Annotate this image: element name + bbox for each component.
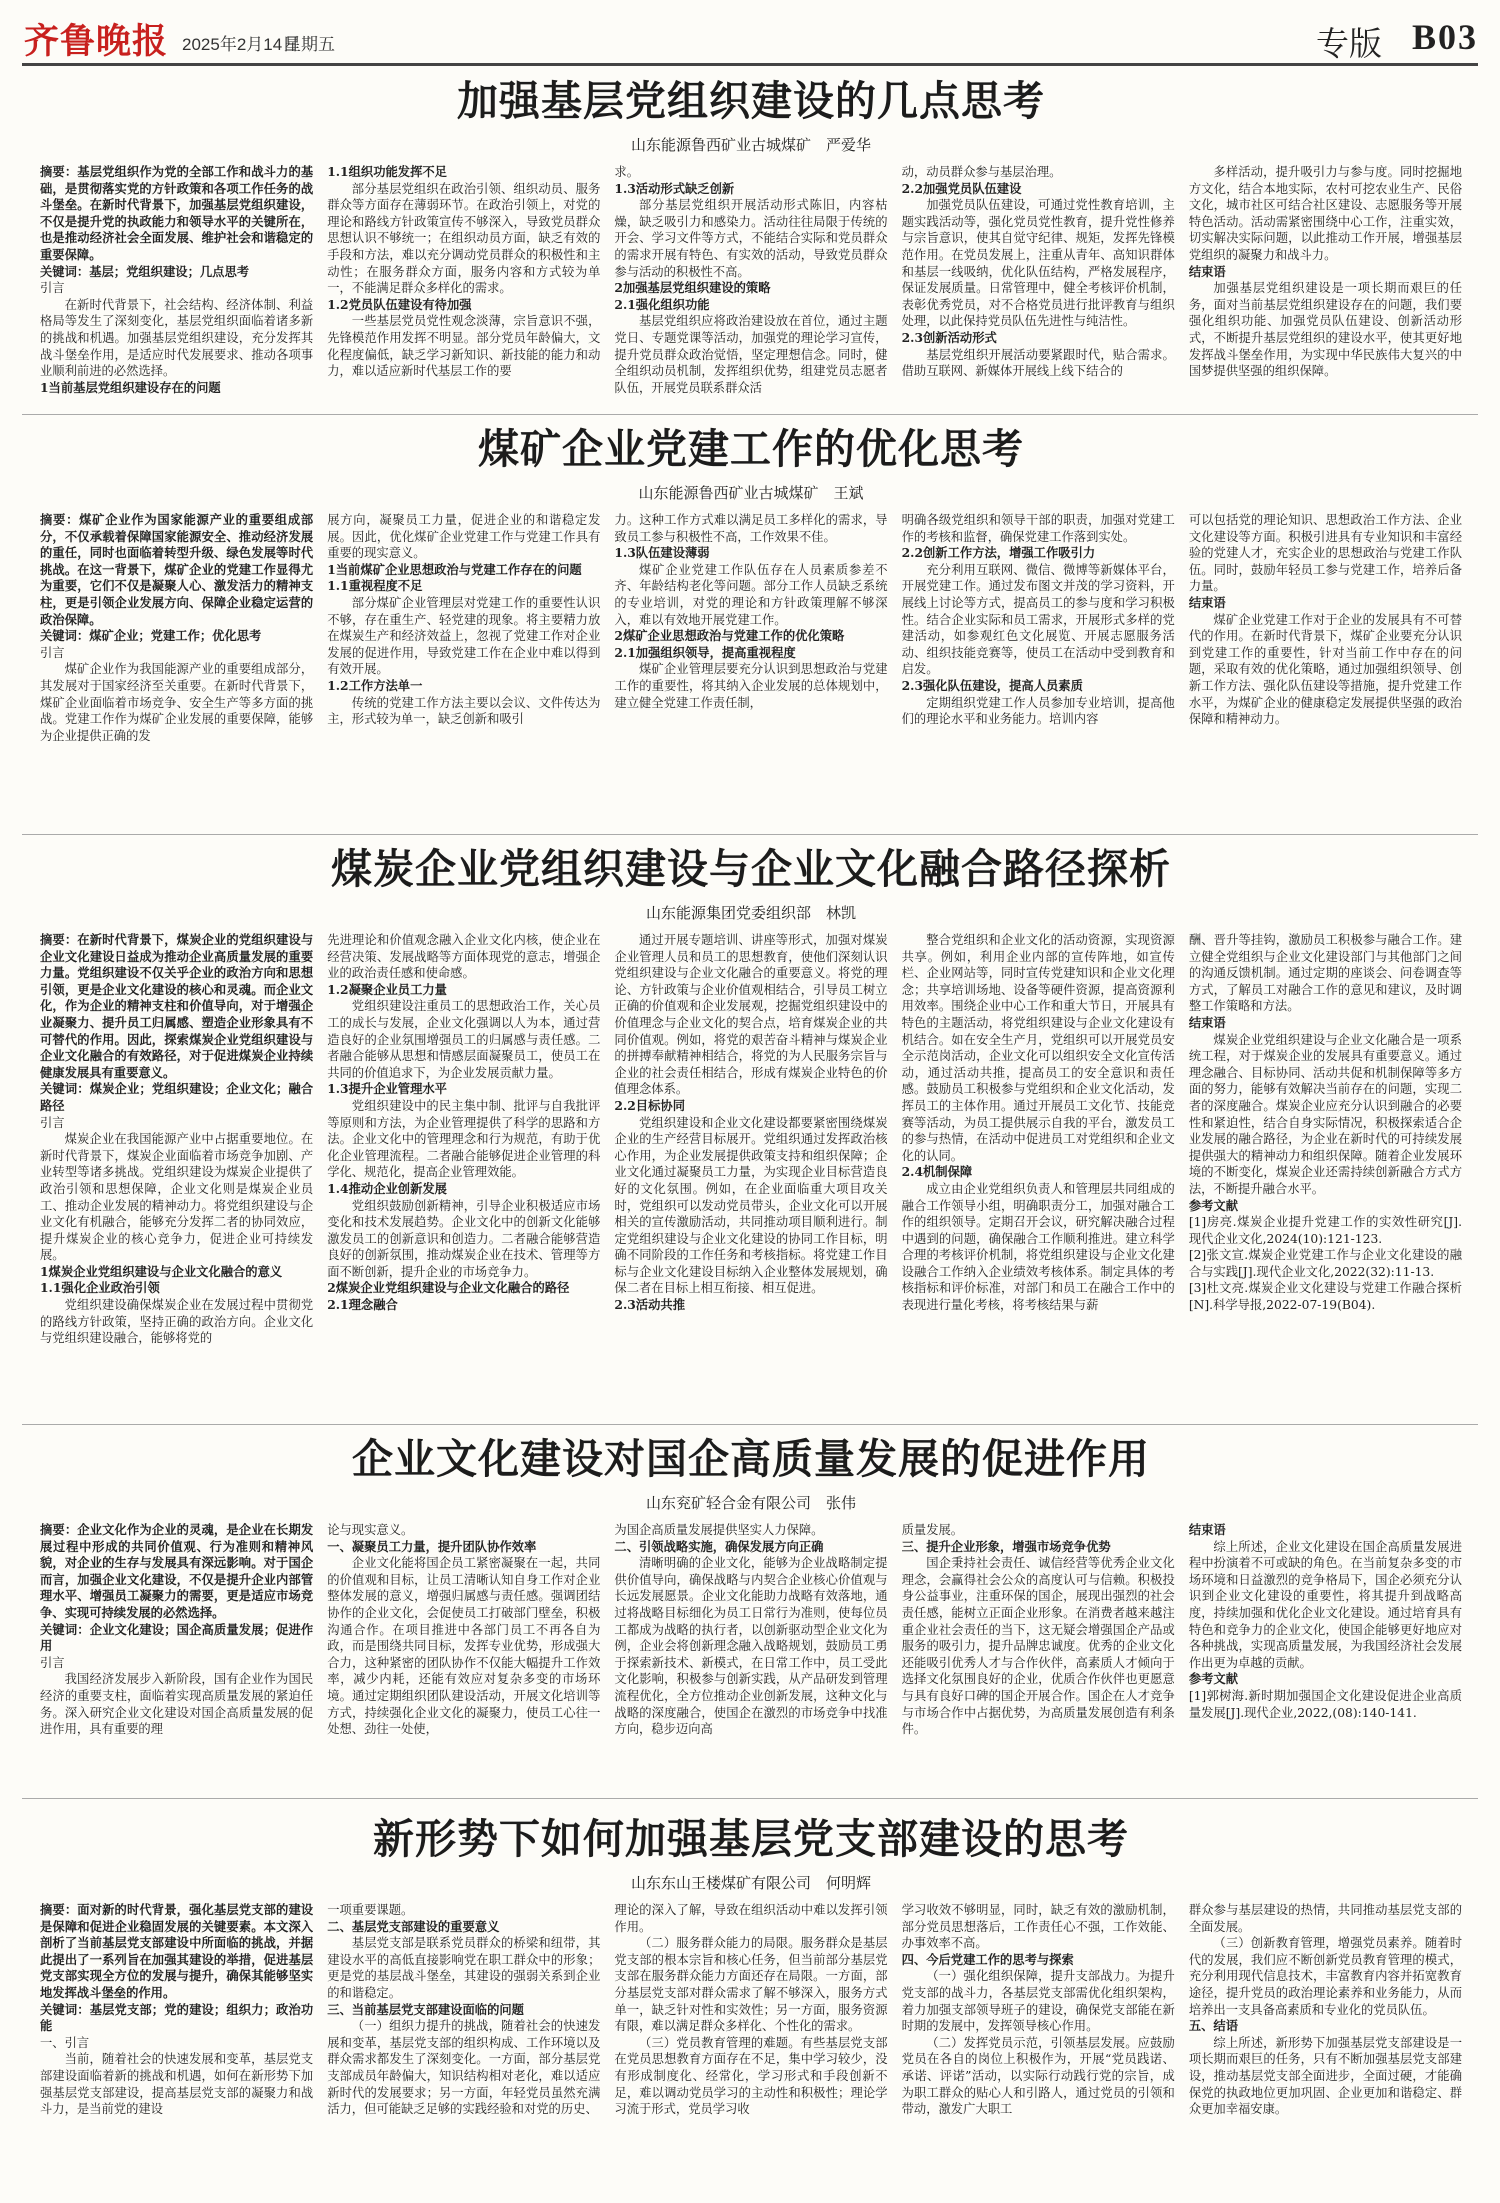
subheading: 引言 [40, 645, 65, 660]
subheading: 2煤炭企业党组织建设与企业文化融合的路径 [327, 1280, 570, 1296]
text-column [902, 512, 1175, 804]
subheading: 一、凝聚员工力量，提升团队协作效率 [327, 1538, 537, 1554]
page-number: B03 [1411, 17, 1478, 57]
paragraph: （三）党员教育管理的难题。有些基层党支部在党员思想教育方面存在不足，集中学习较少，没有形成制度化、经常化，学习形式和手段创新不足，难以调动党员学习的主动性和积极性；理论学习流于形式，党员学习收 [614, 2035, 888, 2117]
paragraph: [3]杜文亮.煤炭企业文化建设与党建工作融合探析[N].科学导报,2022-07-19(B04). [1188, 1281, 1463, 1313]
article-5 [40, 1808, 1462, 2196]
paragraph: 群众参与基层建设的热情，共同推动基层党支部的全面发展。 [1188, 1903, 1463, 1934]
text-column [1189, 512, 1462, 804]
paragraph: 明确各级党组织和领导干部的职责，加强对党建工作的考核和监督，确保党建工作落到实处。 [901, 513, 1175, 544]
text-column [327, 1902, 600, 2192]
subheading: 摘要：基层党组织作为党的全部工作和战斗力的基础，是贯彻落实党的方针政策和各项工作任务的战斗堡垒。在新时代背景下，加强基层党组织建设，不仅是提升党的执政能力和领导水平的关键所在，也是推动经济社会全面发展、维护社会和谐稳定的重要保障。 [40, 164, 314, 262]
subheading: 2.2目标协同 [614, 1097, 685, 1113]
text-column [614, 512, 887, 804]
paragraph: 煤炭企业党组织建设与企业文化融合是一项系统工程，对于煤炭企业的发展具有重要意义。通过理念融合、目标协同、活动共促和机制保障等多方面的努力，能够有效解决当前存在的问题，实现二者的深度融合。煤炭企业应充分认识到融合的必要性和紧迫性，结合自身实际情况，积极探索适合企业发展的融合路径，为企业在新时代的可持续发展提供强大的精神动力和组织保障。随着企业发展环境的不断变化，煤炭企业还需持续创新融合方式方法，不断提升融合水平。 [1188, 1032, 1463, 1196]
section-divider [22, 834, 1478, 835]
paragraph: 加强党员队伍建设，可通过党性教育培训，主题实践活动等，强化党员党性教育，提升党性修养与宗旨意识，使其自觉守纪律、规矩，发挥先锋模范作用。在党员发展上，注重从青年、高知识群体和基层一线吸纳，优化队伍结构，严格发展程序，保证发展质量。日常管理中，健全考核评价机制，表彰优秀党员，对不合格党员进行批评教育与组织处理，以此保持党员队伍先进性与纯洁性。 [901, 198, 1175, 329]
subheading: 二、引领战略实施，确保发展方向正确 [614, 1538, 824, 1554]
paragraph: 煤矿企业党建工作队伍存在人员素质参差不齐、年龄结构老化等问题。部分工作人员缺乏系统的专业培训，对党的理论和方针政策理解不够深入，难以有效地开展党建工作。 [614, 562, 888, 627]
article-byline: 山东东山王楼煤矿有限公司 何明辉 [630, 1874, 871, 1892]
newspaper-logo: 齐鲁晚报 [24, 21, 169, 62]
paragraph: 通过开展专题培训、讲座等形式，加强对煤炭企业管理人员和员工的思想教育，使他们深刻认识党组织建设与企业文化融合的重要意义。将党的理论、方针政策与企业价值观相结合，引导员工树立正确的价值观和企业发展观，挖掘党组织建设中的价值理念与企业文化的契合点，培育煤炭企业的共同价值观。例如，将党的艰苦奋斗精神与煤炭企业的拼搏奉献精神相结合，将党的为人民服务宗旨与企业的社会责任相结合，形成有煤炭企业特色的价值理念体系。 [614, 933, 888, 1097]
text-column [1189, 932, 1462, 1422]
subheading: 引言 [40, 1655, 65, 1670]
article-byline: 山东能源集团党委组织部 林凯 [645, 904, 856, 922]
paragraph: 加强基层党组织建设是一项长期而艰巨的任务，面对当前基层党组织建设存在的问题，我们要强化组织功能、加强党员队伍建设、创新活动形式，不断提升基层党组织的建设水平，使其更好地发挥战斗堡垒作用，为实现中华民族伟大复兴的中国梦提供坚强的组织保障。 [1188, 281, 1463, 379]
subheading: 1.1强化企业政治引领 [40, 1280, 160, 1296]
text-column [1189, 164, 1462, 404]
subheading: 2.3创新活动形式 [901, 329, 997, 345]
text-column [327, 512, 600, 804]
subheading: 引言 [40, 281, 65, 296]
text-column [1189, 1902, 1462, 2192]
subheading: 参考文献 [1188, 1671, 1239, 1687]
article-byline: 山东能源鲁西矿业古城煤矿 王斌 [638, 484, 864, 502]
subheading: 2.1理念融合 [327, 1297, 398, 1313]
paragraph: 传统的党建工作方法主要以会议、文件传达为主，形式较为单一，缺乏创新和吸引 [327, 695, 601, 727]
paragraph: 为国企高质量发展提供坚实人力保障。 [614, 1523, 824, 1537]
article-title: 煤矿企业党建工作的优化思考 [478, 425, 1024, 473]
subheading: 2.1强化组织功能 [614, 296, 710, 312]
paragraph: [1]郭树海.新时期加强国企文化建设促进企业高质量发展[J].现代企业,2022,(08):140-141. [1188, 1688, 1463, 1720]
paragraph: 动，动员群众参与基层治理。 [901, 165, 1062, 179]
article-body [40, 512, 1462, 804]
subheading: 三、当前基层党支部建设面临的问题 [327, 2001, 524, 2017]
text-column [902, 932, 1175, 1422]
subheading: 三、提升企业形象，增强市场竞争优势 [901, 1538, 1111, 1554]
text-column [902, 1522, 1175, 1774]
text-column [614, 1522, 887, 1774]
subheading: 1.2党员队伍建设有待加强 [327, 296, 472, 312]
paragraph: 基层党组织应将政治建设放在首位，通过主题党日、专题党课等活动，加强党的理论学习宣传，提升党员群众政治觉悟，坚定理想信念。同时，健全组织动员机制，发挥组织优势，组建党员志愿者队伍，开展党员联系群众活 [614, 314, 888, 395]
paragraph: 先进理论和价值观念融入企业文化内核，使企业在经营决策、发展战略等方面体现党的意志，增强企业的政治责任感和使命感。 [327, 933, 601, 981]
paragraph: 国企秉持社会责任、诚信经营等优秀企业文化理念，会赢得社会公众的高度认可与信赖。积极投身公益事业，注重环保的国企，展现出强烈的社会责任感，能树立正面企业形象。在消费者越来越注重企业社会责任的当下，这无疑会增强国企产品或服务的吸引力，提升品牌忠诚度。优秀的企业文化还能吸引优秀人才与合作伙伴，高素质人才倾向于选择文化氛围良好的企业，优质合作伙伴也更愿意与具有良好口碑的国企开展合作。国企在人才竞争与市场合作中占据优势，为高质量发展创造有利条件。 [901, 1556, 1175, 1737]
article-title: 加强基层党组织建设的几点思考 [457, 77, 1045, 125]
subheading: 关键词：煤炭企业；党组织建设；企业文化；融合路径 [40, 1081, 314, 1113]
subheading: 1.2凝聚企业员工力量 [327, 981, 447, 997]
subheading: 2加强基层党组织建设的策略 [614, 280, 771, 296]
paragraph: （三）创新教育管理，增强党员素养。随着时代的发展，我们应不断创新党员教育管理的模式，充分利用现代信息技术，丰富教育内容并拓宽教育途径，提升党员的政治理论素养和业务能力，从而培养出一支具备高素质和专业化的党员队伍。 [1188, 1936, 1463, 2017]
subheading: 1.3提升企业管理水平 [327, 1081, 447, 1097]
article-3 [40, 838, 1462, 1424]
subheading: 引言 [40, 1115, 65, 1130]
masthead [22, 6, 1478, 68]
subheading: 关键词：基层；党组织建设；几点思考 [40, 263, 250, 279]
paragraph: 煤矿企业管理层要充分认识到思想政治与党建工作的重要性，将其纳入企业发展的总体规划中，建立健全党建工作责任制， [614, 662, 888, 710]
text-column [902, 164, 1175, 404]
article-byline: 山东能源鲁西矿业古城煤矿 严爱华 [630, 136, 871, 154]
subheading: 摘要：在新时代背景下，煤炭企业的党组织建设与企业文化建设日益成为推动企业高质量发展的重要力量。党组织建设不仅关乎企业的政治方向和思想引领，更是企业文化建设的核心和灵魂。而企业文化，作为企业的精神支柱和价值导向，对于增强企业凝聚力、提升员工归属感、塑造企业形象具有不可替代的作用。因此，探索煤炭企业党组织建设与企业文化融合的有效路径，对于促进煤炭企业持续健康发展具有重要意义。 [40, 932, 314, 1080]
text-column [1189, 1522, 1462, 1774]
paragraph: 煤矿企业党建工作对于企业的发展具有不可替代的作用。在新时代背景下，煤矿企业要充分认识到党建工作的重要性，针对当前工作中存在的问题，采取有效的优化策略，通过加强组织领导、创新工作方法、强化队伍建设等措施，提升党建工作水平，为煤矿企业的健康稳定发展提供坚强的政治保障和精神动力。 [1188, 612, 1463, 727]
subheading: 1.3队伍建设薄弱 [614, 545, 710, 561]
paragraph: 清晰明确的企业文化，能够为企业战略制定提供价值导向，确保战略与内契合企业核心价值观与长远发展愿景。企业文化能助力战略有效落地，通过将战略目标细化为员工日常行为准则，使每位员工都成为战略的执行者，以创新驱动型企业文化为例，企业会将创新理念融入战略规划，鼓励员工勇于探索新技术、新模式，在日常工作中，员工受此文化影响，积极参与创新实践，从产品研发到管理流程优化，全方位推动企业创新发展，这种文化与战略的深度融合，使国企在激烈的市场竞争中找准方向，稳步迈向高 [614, 1556, 888, 1737]
subheading: 关键词：煤矿企业；党建工作；优化思考 [40, 628, 262, 644]
paragraph: 综上所述，企业文化建设在国企高质量发展进程中扮演着不可或缺的角色。在当前复杂多变的市场环境和日益激烈的竞争格局下，国企必须充分认识到企业文化建设的重要性，将其提升到战略高度，持续加强和优化企业文化建设。通过培育具有特色和竞争力的企业文化，使国企能够更好地应对各种挑战，实现高质量发展，为我国经济社会发展作出更为卓越的贡献。 [1188, 1539, 1463, 1670]
subheading: 1.1重视程度不足 [327, 578, 423, 594]
subheading: 2.3强化队伍建设，提高人员素质 [901, 677, 1083, 693]
paragraph: 基层党支部是联系党员群众的桥梁和纽带，其建设水平的高低直接影响党在职工群众中的形象；更是党的基层战斗堡垒，其建设的强弱关系到企业的和谐稳定。 [327, 1936, 601, 2000]
paragraph: [2]张文宣.煤炭企业党建工作与企业文化建设的融合与实践[J].现代企业文化,2022(32):11-13. [1188, 1248, 1463, 1279]
paragraph: （一）组织力提升的挑战，随着社会的快速发展和变革，基层党支部的组织构成、工作环境以及群众需求都发生了深刻变化。一方面，部分基层党支部成员年龄偏大，知识结构相对老化，难以适应新时代的发展要求；另一方面，年轻党员虽然充满活力，但可能缺乏足够的实践经验和对党的历史、 [327, 2019, 601, 2117]
paragraph: 综上所述，新形势下加强基层党支部建设是一项长期而艰巨的任务，只有不断加强基层党支部建设，推动基层党支部全面进步，全面过硬，才能确保党的执政地位更加巩固、企业更加和谐稳定、群众更加幸福安康。 [1188, 2035, 1463, 2117]
subheading: 关键词：基层党支部；党的建设；组织力；政治功能 [40, 2001, 314, 2034]
paragraph: 部分基层党组织开展活动形式陈旧，内容枯燥，缺乏吸引力和感染力。活动往往局限于传统的开会、学习文件等方式，不能结合实际和党员群众的需求开展有特色、有实效的活动，导致党员群众参与活动的积极性不高。 [614, 198, 888, 279]
paragraph: 学习收效不够明显，同时，缺乏有效的激励机制，部分党员思想落后，工作责任心不强，工作效能、办事效率不高。 [901, 1903, 1175, 1951]
text-column [40, 164, 313, 404]
paragraph: 在新时代背景下，社会结构、经济体制、利益格局等发生了深刻变化，基层党组织面临着诸多新的挑战和机遇。加强基层党组织建设，充分发挥其战斗堡垒作用，是适应时代发展要求、推动各项事业顺利前进的必然选择。 [40, 297, 314, 379]
paragraph: 一些基层党员党性观念淡薄，宗旨意识不强，先锋模范作用发挥不明显。部分党员年龄偏大，文化程度偏低，缺乏学习新知识、新技能的能力和动力，难以适应新时代基层工作的要 [327, 314, 601, 379]
section-divider [22, 1424, 1478, 1425]
issue-weekday: 星期五 [284, 35, 335, 54]
section-divider [22, 414, 1478, 415]
text-column [327, 1522, 600, 1774]
article-title: 企业文化建设对国企高质量发展的促进作用 [352, 1435, 1150, 1483]
paragraph: 党组织建设中的民主集中制、批评与自我批评等原则和方法，为企业管理提供了科学的思路和方法。企业文化中的管理理念和行为规范，有助于优化企业管理流程。二者融合能够促进企业管理的科学化、规范化，提高企业管理效能。 [327, 1098, 601, 1180]
subheading: 关键词：企业文化建设；国企高质量发展；促进作用 [40, 1621, 314, 1654]
subheading: 2.2创新工作方法，增强工作吸引力 [901, 545, 1096, 561]
paragraph: 我国经济发展步入新阶段，国有企业作为国民经济的重要支柱，面临着实现高质量发展的紧迫任务。深入研究企业文化建设对国企高质量发展的促进作用，具有重要的理 [40, 1672, 314, 1737]
paragraph: 论与现实意义。 [327, 1523, 414, 1537]
subheading: 四、今后党建工作的思考与探索 [901, 1951, 1074, 1967]
text-column [902, 1902, 1175, 2192]
text-column [614, 932, 887, 1422]
article-title: 新形势下如何加强基层党支部建设的思考 [373, 1815, 1129, 1863]
paragraph: 酬、晋升等挂钩，激励员工积极参与融合工作。建立健全党组织与企业文化建设部门与其他部门之间的沟通反馈机制。通过定期的座谈会、问卷调查等方式，了解员工对融合工作的意见和建议，及时调整工作策略和方法。 [1188, 933, 1463, 1014]
article-body [40, 164, 1462, 404]
article-2 [40, 418, 1462, 806]
paragraph: 理论的深入了解，导致在组织活动中难以发挥引领作用。 [614, 1903, 888, 1934]
paragraph: 一项重要课题。 [327, 1903, 414, 1917]
subheading: 2.2加强党员队伍建设 [901, 180, 1022, 196]
paragraph: 党组织建设确保煤炭企业在发展过程中贯彻党的路线方针政策，坚持正确的政治方向。企业文化与党组织建设融合，能够将党的 [40, 1298, 314, 1346]
subheading: 2.4机制保障 [901, 1164, 973, 1180]
paragraph: 力。这种工作方式难以满足员工多样化的需求，导致员工参与积极性不高，工作效果不佳。 [614, 513, 888, 544]
article-body [40, 932, 1462, 1422]
issue-date: 2025年2月14日 [182, 35, 300, 54]
subheading: 1.1组织功能发挥不足 [327, 164, 447, 179]
paragraph: （二）发挥党员示范，引领基层发展。应鼓励党员在各自的岗位上积极作为，开展“党员践诺、承诺、评诺”活动，以实际行动践行党的宗旨，成为职工群众的贴心人和引路人，通过党员的引领和带动，激发广大职工 [901, 2035, 1175, 2117]
subheading: 参考文献 [1188, 1197, 1239, 1213]
paragraph: 展方向，凝聚员工力量，促进企业的和谐稳定发展。因此，优化煤矿企业党建工作与党建工作具有重要的现实意义。 [327, 513, 601, 561]
subheading: 结束语 [1188, 594, 1226, 610]
subheading: 2煤矿企业思想政治与党建工作的优化策略 [614, 628, 845, 644]
paragraph: 质量发展。 [901, 1523, 964, 1537]
subheading: 1当前基层党组织建设存在的问题 [40, 379, 221, 395]
paragraph: 煤矿企业作为我国能源产业的重要组成部分，其发展对于国家经济至关重要。在新时代背景下，煤矿企业面临着市场竞争、安全生产等多方面的挑战。党建工作作为煤矿企业发展的重要保障，能够为企业提供正确的发 [40, 662, 314, 743]
paragraph: 可以包括党的理论知识、思想政治工作方法、企业文化建设等方面。积极引进具有专业知识和丰富经验的党建人才，充实企业的思想政治与党建工作队伍。同时，鼓励年轻员工参与党建工作，培养后备力量。 [1188, 513, 1463, 594]
article-1 [40, 70, 1462, 406]
article-title: 煤炭企业党组织建设与企业文化融合路径探析 [331, 845, 1171, 893]
paragraph: 煤炭企业在我国能源产业中占据重要地位。在新时代背景下，煤炭企业面临着市场竞争加剧、产业转型等诸多挑战。党组织建设为煤炭企业提供了政治引领和思想保障，企业文化则是煤炭企业员工、推动企业发展的精神动力。将党组织建设与企业文化有机融合，能够充分发挥二者的协同效应，提升煤炭企业的核心竞争力，促进企业可持续发展。 [40, 1132, 314, 1263]
text-column [327, 932, 600, 1422]
subheading: 1.4推动企业创新发展 [327, 1180, 447, 1196]
article-4 [40, 1428, 1462, 1776]
text-column [327, 164, 600, 404]
subheading: 二、基层党支部建设的重要意义 [327, 1918, 500, 1934]
subheading: 结束语 [1188, 1522, 1226, 1537]
subheading: 1当前煤矿企业思想政治与党建工作存在的问题 [327, 561, 582, 577]
subheading: 摘要：煤矿企业作为国家能源产业的重要组成部分，不仅承载着保障国家能源安全、推动经济发展的重任，同时也面临着转型升级、绿色发展等时代挑战。在这一背景下，煤矿企业的党建工作显得尤为重要，它们不仅是凝聚人心、激发活力的精神支柱，更是引领企业发展方向、保障企业稳定运营的政治保障。 [40, 512, 314, 627]
subheading: 摘要：面对新的时代背景，强化基层党支部的建设是保障和促进企业稳固发展的关键要素。本文深入剖析了当前基层党支部建设中所面临的挑战，并据此提出了一系列旨在加强其建设的举措，促进基层党支部实现全方位的发展与提升，确保其能够坚实地发挥战斗堡垒的作用。 [40, 1902, 314, 2000]
text-column [40, 512, 313, 804]
paragraph: 定期组织党建工作人员参加专业培训，提高他们的理论水平和业务能力。培训内容 [901, 695, 1175, 727]
subheading: 一、引言 [40, 2035, 90, 2050]
subheading: 1煤炭企业党组织建设与企业文化融合的意义 [40, 1263, 283, 1279]
subheading: 2.3活动共推 [614, 1297, 685, 1313]
paragraph: 充分利用互联网、微信、微博等新媒体平台，开展党建工作。通过发布图文并茂的学习资料，开展线上讨论等方式，提高员工的参与度和学习积极性。结合企业实际和员工需求，开展形式多样的党建活动，如参观红色文化展览、开展志愿服务活动、组织技能竞赛等，使员工在活动中受到教育和启发。 [901, 562, 1175, 677]
paragraph: [1]房亮.煤炭企业提升党建工作的实效性研究[J].现代企业文化,2024(10):121-123. [1188, 1215, 1463, 1246]
subheading: 结束语 [1188, 1014, 1226, 1030]
paragraph: 企业文化能将国企员工紧密凝聚在一起，共同的价值观和目标，让员工清晰认知自身工作对企业整体发展的意义，增强归属感与责任感。强调团结协作的企业文化，会促使员工打破部门壁垒，积极沟通合作。在项目推进中各部门员工不再各自为政，而是围绕共同目标，发挥专业优势，形成强大合力，这种紧密的团队协作不仅能大幅提升工作效率，减少内耗，还能有效应对复杂多变的市场环境。通过定期组织团队建设活动，开展文化培训等方式，持续强化企业文化的凝聚力，使员工心往一处想、劲往一处使， [327, 1556, 601, 1737]
paragraph: 部分基层党组织在政治引领、组织动员、服务群众等方面存在薄弱环节。在政治引领上，对党的理论和路线方针政策宣传不够深入，导致党员群众思想认识不够统一；在组织动员方面，缺乏有效的手段和方法，难以充分调动党员群众的积极性和主动性；在服务群众方面，服务内容和方式较为单一，不能满足群众多样化的需求。 [327, 181, 601, 296]
paragraph: 基层党组织开展活动要紧跟时代，贴合需求。借助互联网、新媒体开展线上线下结合的 [901, 347, 1175, 379]
article-byline: 山东兖矿轻合金有限公司 张伟 [645, 1494, 856, 1512]
text-column [40, 1902, 313, 2192]
text-column [40, 1522, 313, 1774]
paragraph: 整合党组织和企业文化的活动资源，实现资源共享。例如，利用企业内部的宣传阵地，如宣传栏、企业网站等，同时宣传党建知识和企业文化理念；共享培训场地、设备等硬件资源，提高资源利用效率。围绕企业中心工作和重大节日，开展具有特色的主题活动，将党组织建设与企业文化建设有机结合。如在安全生产月，党组织可以开展党员安全示范岗活动，企业文化可以组织安全文化宣传活动，通过活动共推，提高员工的安全意识和责任感。鼓励员工积极参与党组织和企业文化活动，发挥员工的主体作用。通过开展员工文化节、技能竞赛等活动，为员工提供展示自我的平台，激发员工的参与热情，在活动中促进员工对党组织和企业文化的认同。 [901, 933, 1175, 1163]
paragraph: 当前，随着社会的快速发展和变革，基层党支部建设面临着新的挑战和机遇，如何在新形势下加强基层党支部建设，提高基层党支部的凝聚力和战斗力，是当前党的建设 [40, 2052, 314, 2117]
masthead-rule [22, 63, 1478, 66]
paragraph: 部分煤矿企业管理层对党建工作的重要性认识不够，存在重生产、轻党建的现象。将主要精力放在煤炭生产和经济效益上，忽视了党建工作对企业发展的促进作用，导致党建工作在企业中难以得到有效开展。 [327, 595, 601, 677]
section-label: 专版 [1316, 24, 1382, 63]
subheading: 1.3活动形式缺乏创新 [614, 180, 735, 196]
paragraph: 党组织建设和企业文化建设都要紧密围绕煤炭企业的生产经营目标展开。党组织通过发挥政治核心作用，为企业发展提供政策支持和组织保障；企业文化通过凝聚员工力量，为实现企业目标营造良好的文化氛围。例如，在企业面临重大项目攻关时，党组织可以发动党员带头，企业文化可以开展相关的宣传激励活动，共同推动项目顺利进行。制定党组织建设与企业文化建设的协同工作目标，明确不同阶段的工作任务和考核指标。将党建工作目标与企业文化建设目标纳入企业整体发展规划，确保二者在目标上相互衔接、相互促进。 [614, 1115, 888, 1296]
subheading: 五、结语 [1188, 2018, 1239, 2034]
article-body [40, 1522, 1462, 1774]
paragraph: 党组织建设注重员工的思想政治工作，关心员工的成长与发展，企业文化强调以人为本，通过营造良好的企业氛围增强员工的归属感与责任感。二者融合能够从思想和情感层面凝聚员工，使员工在共同的价值追求下，为企业发展贡献力量。 [327, 999, 601, 1080]
subheading: 结束语 [1188, 263, 1226, 279]
paragraph: 求。 [614, 165, 640, 179]
paragraph: （二）服务群众能力的局限。服务群众是基层党支部的根本宗旨和核心任务，但当前部分基层党支部在服务群众能力方面还存在局限。一方面，部分基层党支部对群众需求了解不够深入，服务方式单一，缺乏针对性和实效性；另一方面，服务资源有限，难以满足群众多样化、个性化的需求。 [614, 1936, 888, 2034]
section-divider [22, 1798, 1478, 1799]
text-column [40, 932, 313, 1422]
subheading: 2.1加强组织领导，提高重视程度 [614, 644, 796, 660]
paragraph: （一）强化组织保障，提升支部战力。为提升党支部的战斗力，各基层党支部需优化组织架构，着力加强支部领导班子的建设，确保党支部能在新时期的发展中，发挥领导核心作用。 [901, 1969, 1175, 2034]
subheading: 摘要：企业文化作为企业的灵魂，是企业在长期发展过程中形成的共同价值观、行为准则和精神风貌，对企业的生存与发展具有深远影响。对于国企而言，加强企业文化建设，不仅是提升企业内部管理水平、增强员工凝聚力的需要，更是适应市场竞争、实现可持续发展的必然选择。 [40, 1522, 314, 1620]
paragraph: 成立由企业党组织负责人和管理层共同组成的融合工作领导小组，明确职责分工，加强对融合工作的组织领导。定期召开会议，研究解决融合过程中遇到的问题，确保融合工作顺利推进。建立科学合理的考核评价机制，将党组织建设与企业文化建设融合工作纳入企业绩效考核体系。制定具体的考核指标和评价标准，对部门和员工在融合工作中的表现进行量化考核，将考核结果与薪 [901, 1181, 1175, 1313]
paragraph: 党组织鼓励创新精神，引导企业积极适应市场变化和技术发展趋势。企业文化中的创新文化能够激发员工的创新意识和创造力。二者融合能够营造良好的创新氛围，推动煤炭企业在技术、管理等方面不断创新，提升企业的市场竞争力。 [327, 1198, 601, 1279]
subheading: 1.2工作方法单一 [327, 677, 423, 693]
text-column [614, 1902, 887, 2192]
text-column [614, 164, 887, 404]
article-body [40, 1902, 1462, 2192]
paragraph: 多样活动，提升吸引力与参与度。同时挖掘地方文化，结合本地实际，农村可挖农业生产、民俗文化，城市社区可结合社区建设、志愿服务等开展特色活动。活动需紧密围绕中心工作，注重实效，切实解决实际问题，以此推动工作开展，增强基层党组织的凝聚力和战斗力。 [1188, 165, 1463, 262]
